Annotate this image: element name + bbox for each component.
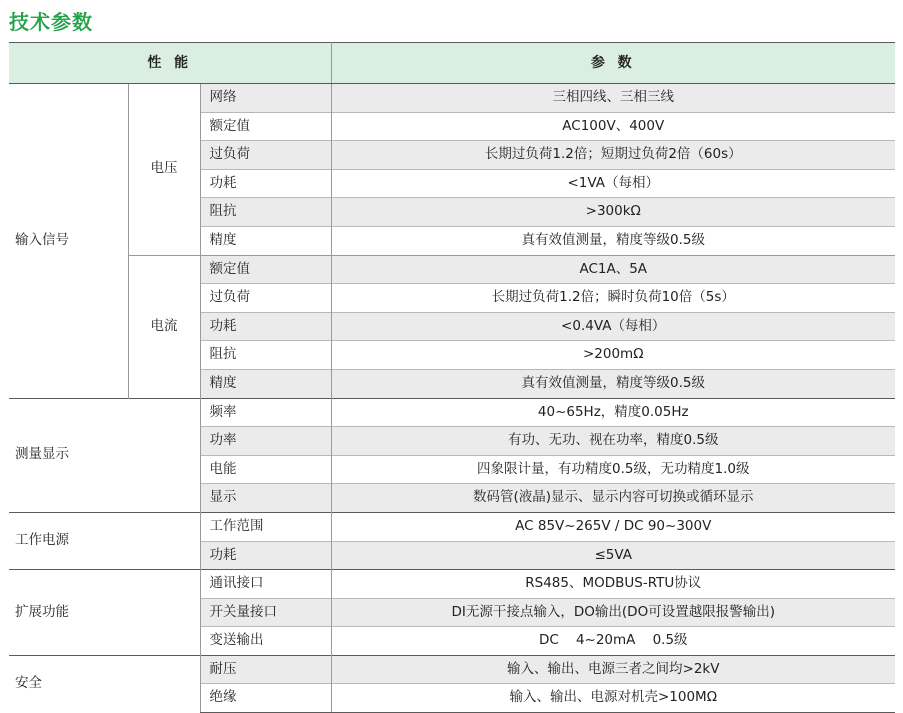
value-cell: 三相四线、三相三线 <box>331 84 895 113</box>
value-cell: AC100V、400V <box>331 112 895 141</box>
item-cell: 变送输出 <box>200 627 331 656</box>
value-cell: 真有效值测量，精度等级0.5级 <box>331 226 895 255</box>
table-header-row <box>9 43 895 84</box>
value-cell: 真有效值测量，精度等级0.5级 <box>331 369 895 398</box>
header-parameters: 参 数 <box>331 43 895 84</box>
subcategory-cell: 电流 <box>128 255 200 398</box>
category-cell: 输入信号 <box>9 84 128 399</box>
item-cell: 耐压 <box>200 655 331 684</box>
category-cell: 工作电源 <box>9 512 200 569</box>
item-cell: 通讯接口 <box>200 570 331 599</box>
item-cell: 阻抗 <box>200 198 331 227</box>
item-cell: 频率 <box>200 398 331 427</box>
table-row <box>9 570 895 599</box>
value-cell: 数码管(液晶)显示、显示内容可切换或循环显示 <box>331 484 895 513</box>
value-cell: <1VA（每相） <box>331 169 895 198</box>
item-cell: 电能 <box>200 455 331 484</box>
table-row <box>9 255 895 284</box>
header-performance: 性 能 <box>9 43 331 84</box>
item-cell: 绝缘 <box>200 684 331 713</box>
table-row <box>9 512 895 541</box>
item-cell: 功耗 <box>200 169 331 198</box>
value-cell: >200mΩ <box>331 341 895 370</box>
item-cell: 精度 <box>200 226 331 255</box>
value-cell: 有功、无功、视在功率，精度0.5级 <box>331 427 895 456</box>
value-cell: >300kΩ <box>331 198 895 227</box>
category-cell: 测量显示 <box>9 398 200 512</box>
value-cell: 长期过负荷1.2倍；瞬时负荷10倍（5s） <box>331 284 895 313</box>
value-cell: 四象限计量，有功精度0.5级，无功精度1.0级 <box>331 455 895 484</box>
item-cell: 阻抗 <box>200 341 331 370</box>
item-cell: 开关量接口 <box>200 598 331 627</box>
value-cell: <0.4VA（每相） <box>331 312 895 341</box>
value-cell: 输入、输出、电源三者之间均>2kV <box>331 655 895 684</box>
spec-table <box>9 42 895 713</box>
value-cell: 40~65Hz，精度0.05Hz <box>331 398 895 427</box>
page-title: 技术参数 <box>9 10 93 34</box>
value-cell: DI无源干接点输入，DO输出(DO可设置越限报警输出) <box>331 598 895 627</box>
item-cell: 额定值 <box>200 255 331 284</box>
item-cell: 显示 <box>200 484 331 513</box>
item-cell: 精度 <box>200 369 331 398</box>
category-cell: 扩展功能 <box>9 570 200 656</box>
value-cell: RS485、MODBUS-RTU协议 <box>331 570 895 599</box>
item-cell: 过负荷 <box>200 141 331 170</box>
value-cell: 长期过负荷1.2倍；短期过负荷2倍（60s） <box>331 141 895 170</box>
item-cell: 过负荷 <box>200 284 331 313</box>
table-row <box>9 84 895 113</box>
value-cell: DC 4~20mA 0.5级 <box>331 627 895 656</box>
value-cell: AC 85V~265V / DC 90~300V <box>331 512 895 541</box>
table-row <box>9 655 895 684</box>
category-cell: 安全 <box>9 655 200 712</box>
item-cell: 网络 <box>200 84 331 113</box>
item-cell: 功耗 <box>200 312 331 341</box>
subcategory-cell: 电压 <box>128 84 200 256</box>
item-cell: 功率 <box>200 427 331 456</box>
item-cell: 额定值 <box>200 112 331 141</box>
value-cell: ≤5VA <box>331 541 895 570</box>
value-cell: 输入、输出、电源对机壳>100MΩ <box>331 684 895 713</box>
value-cell: AC1A、5A <box>331 255 895 284</box>
table-row <box>9 398 895 427</box>
item-cell: 工作范围 <box>200 512 331 541</box>
item-cell: 功耗 <box>200 541 331 570</box>
